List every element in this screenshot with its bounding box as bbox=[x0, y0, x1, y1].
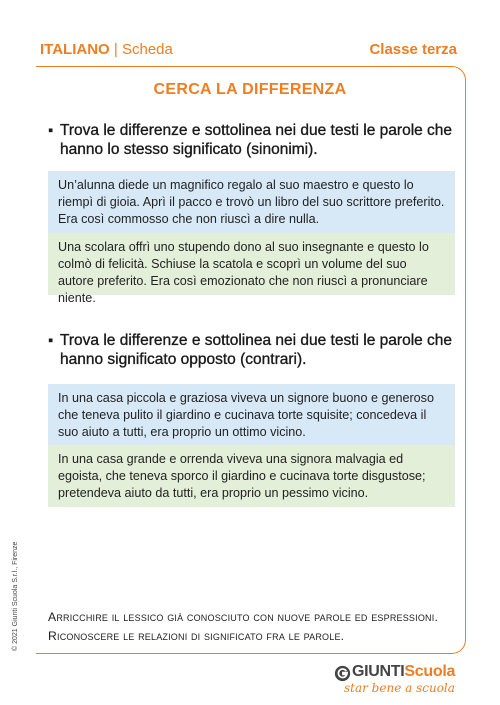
copyright-credit: © 2021 Giunti Scuola S.r.l., Firenze bbox=[12, 541, 19, 651]
giunti-scuola-logo bbox=[318, 663, 458, 697]
page-title: CERCA LA DIFFERENZA bbox=[153, 81, 347, 98]
sheet-label: Scheda bbox=[121, 41, 173, 58]
bullet-icon: ▪ bbox=[48, 332, 54, 349]
logo-tagline: star bene a scuola bbox=[344, 681, 455, 695]
exercise-1-text-a: Un’alunna diede un magnifico regalo al suo maestro e questo lo riempì di gioia. Aprì il pacco e trovò un libro del suo scrittore preferito. Era così commosso che non riuscì a dire nulla. bbox=[48, 171, 455, 233]
logo-name-accent: Scuola bbox=[404, 663, 456, 680]
exercise-2-instruction bbox=[48, 331, 468, 369]
exercise-1-instruction bbox=[48, 121, 468, 159]
logo-name-main: GIUNTI bbox=[352, 663, 405, 680]
bullet-icon: ▪ bbox=[48, 122, 54, 139]
logo-name bbox=[352, 663, 455, 681]
exercise-1-instruction-text: Trova le differenze e sottolinea nei due testi le parole che hanno lo stesso significato (sinonimi). bbox=[60, 122, 453, 158]
learning-objectives: Arricchire il lessico già conosciuto con nuove parole ed espressioni. Riconoscere le relazioni di significato fra le parole. bbox=[48, 610, 439, 643]
exercise-2-text-b: In una casa grande e orrenda viveva una signora malvagia ed egoista, che teneva sporco il giardino e cucinava torte disgustose; pretendeva aiuto da tutti, era proprio un pessimo vicino. bbox=[48, 445, 455, 507]
exercise-2-instruction-text: Trova le differenze e sottolinea nei due testi le parole che hanno significato opposto (contrari). bbox=[60, 332, 453, 368]
subject-label: ITALIANO bbox=[40, 41, 110, 58]
grade-label: Classe terza bbox=[369, 41, 457, 58]
header-separator: | bbox=[113, 41, 118, 58]
exercise-2-text-a: In una casa piccola e graziosa viveva un signore buono e generoso che teneva pulito il giardino e cucinava torte squisite; concedeva il suo aiuto a tutti, era proprio un ottimo vicino. bbox=[48, 384, 455, 445]
giunti-g-icon bbox=[334, 665, 351, 682]
header-subject bbox=[40, 41, 173, 58]
exercise-1-text-b: Una scolara offrì uno stupendo dono al suo insegnante e questo lo colmò di felicità. Schiuse la scatola e scoprì un volume del suo autore preferito. Era così emozionato che non riuscì a pronunciare niente. bbox=[48, 233, 455, 295]
